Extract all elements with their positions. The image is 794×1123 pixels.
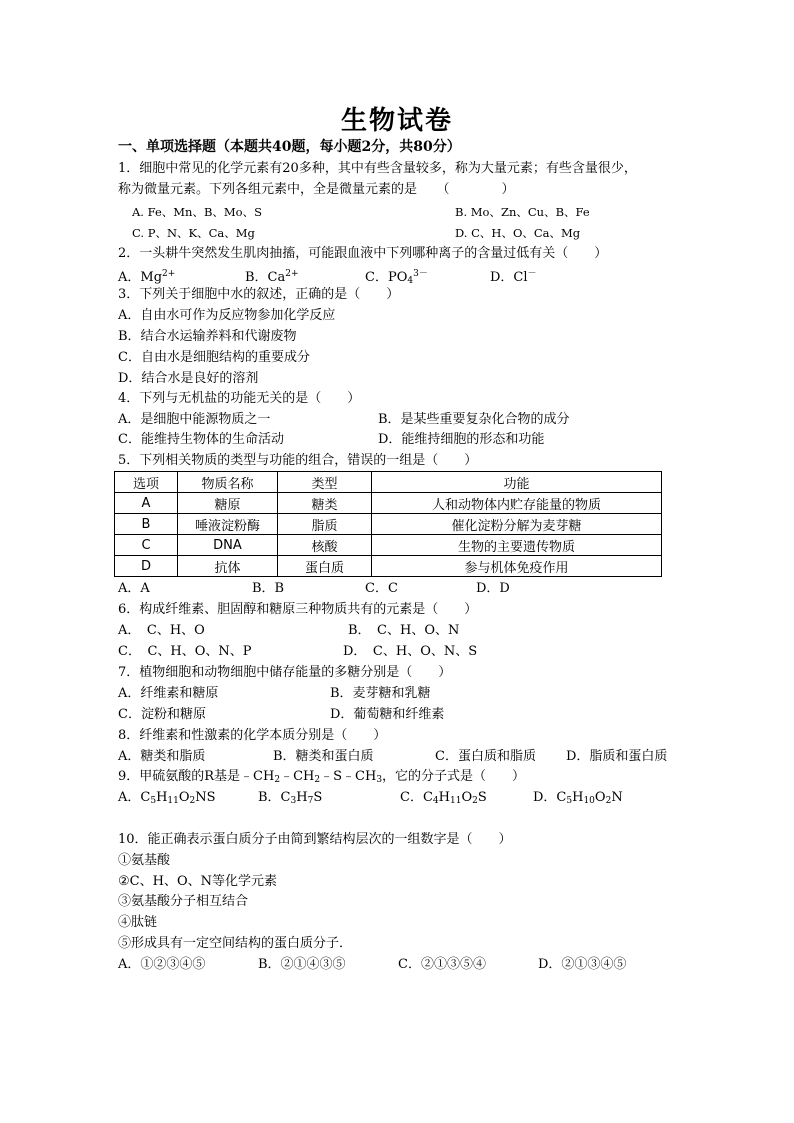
q5-header-cell: 类型 (278, 472, 372, 493)
formula-sub: 2 (189, 796, 196, 806)
q2-c-sub: 4 (407, 276, 414, 286)
q1-stem-line1: 1．细胞中常见的化学元素有20多种，其中有些含量较多，称为大量元素；有些含量很少， (118, 161, 637, 176)
q2-option-d (490, 265, 537, 287)
q4-stem: 4．下列与无机盐的功能无关的是（ ） (118, 391, 361, 406)
q9-option-b (258, 789, 322, 810)
q5-header-cell: 选项 (115, 472, 178, 493)
q3-option-b: B．结合水运输养料和代谢废物 (118, 329, 297, 344)
formula-part: O (461, 790, 473, 805)
table-cell: B (115, 514, 178, 535)
table-cell: 蛋白质 (278, 556, 372, 577)
table-cell: 核酸 (278, 535, 372, 556)
table-row (115, 493, 662, 514)
q1-stem-line2: 称为微量元素。下列各组元素中，全是微量元素的是 （ ） (118, 182, 515, 197)
formula-part: O (594, 790, 606, 805)
formula-part: H (572, 790, 584, 805)
q7-stem: 7．植物细胞和动物细胞中储存能量的多糖分别是（ ） (118, 665, 452, 680)
table-cell: 糖原 (178, 493, 278, 514)
table-cell: 人和动物体内贮存能量的物质 (372, 493, 662, 514)
table-cell: 糖类 (278, 493, 372, 514)
q5-table-header (115, 472, 662, 493)
q9-option-a (118, 789, 216, 810)
q2-stem: 2．一头耕牛突然发生肌肉抽搐，可能跟血液中下列哪种离子的含量过低有关（ ） (118, 246, 608, 261)
formula-part: A．C (118, 790, 151, 805)
formula-part: B．C (258, 790, 291, 805)
q2-c-sup: 3－ (413, 269, 428, 279)
q10-option-b: B．②①④③⑤ (258, 957, 346, 972)
formula-sub: 11 (449, 796, 462, 806)
table-cell: 催化淀粉分解为麦芽糖 (372, 514, 662, 535)
q5-stem: 5．下列相关物质的类型与功能的组合，错误的一组是（ ） (118, 453, 478, 468)
q9-stem-sub: 2 (314, 775, 321, 785)
formula-part: NS (195, 790, 216, 805)
formula-part: O (178, 790, 190, 805)
q1-option-d: D. C、H、O、Ca、Mg (455, 226, 581, 240)
table-cell: 参与机体免疫作用 (372, 556, 662, 577)
q1-option-b: B. Mo、Zn、Cu、B、Fe (455, 205, 590, 219)
q2-c-text: C．PO (365, 270, 408, 285)
q10-item-2: ②C、H、O、N等化学元素 (118, 874, 277, 889)
table-cell: 脂质 (278, 514, 372, 535)
q10-item-5: ⑤形成具有一定空间结构的蛋白质分子． (118, 936, 353, 951)
formula-part: D．C (533, 790, 567, 805)
formula-part: S (313, 790, 323, 805)
q5-option-b: B．B (252, 581, 285, 596)
formula-sub: 7 (307, 796, 314, 806)
q9-stem-sub: 2 (274, 775, 281, 785)
q8-option-a: A．糖类和脂质 (118, 749, 206, 764)
formula-sub: 3 (290, 796, 297, 806)
q5-option-d: D．D (476, 581, 510, 596)
formula-sub: 5 (150, 796, 157, 806)
q6-option-b: B． C、H、O、N (348, 623, 460, 638)
q5-table (114, 471, 662, 577)
table-cell: D (115, 556, 178, 577)
q9-stem-part: ，它的分子式是（ ） (382, 769, 526, 784)
table-row (115, 514, 662, 535)
q10-option-c: C．②①③⑤④ (398, 957, 486, 972)
table-cell: A (115, 493, 178, 514)
q8-option-b: B．糖类和蛋白质 (273, 749, 374, 764)
q7-option-b: B．麦芽糖和乳糖 (330, 686, 431, 701)
q9-stem-part: ﹣S﹣CH (320, 769, 377, 784)
q10-item-3: ③氨基酸分子相互结合 (118, 894, 249, 909)
q10-option-d: D．②①③④⑤ (538, 957, 627, 972)
formula-sub: 4 (432, 796, 439, 806)
q8-stem: 8．纤维素和性激素的化学本质分别是（ ） (118, 728, 387, 743)
q1-option-a: A. Fe、Mn、B、Mo、S (132, 205, 262, 219)
q3-option-d: D．结合水是良好的溶剂 (118, 371, 259, 386)
q10-item-1: ①氨基酸 (118, 853, 171, 868)
q2-option-b (245, 265, 299, 287)
q10-item-4: ④肽链 (118, 915, 158, 930)
q6-option-a: A． C、H、O (118, 623, 205, 638)
section-heading: 一、单项选择题（本题共40题，每小题2分，共80分） (118, 139, 461, 155)
table-row (115, 556, 662, 577)
q9-stem-part: 9．甲硫氨酸的R基是﹣CH (118, 769, 275, 784)
formula-part: H (438, 790, 450, 805)
q6-option-c: C． C、H、O、N、P (118, 644, 252, 659)
formula-sub: 2 (605, 796, 612, 806)
q5-option-c: C．C (365, 581, 398, 596)
q4-option-d: D．能维持细胞的形态和功能 (378, 432, 545, 447)
table-cell: C (115, 535, 178, 556)
q7-option-c: C．淀粉和糖原 (118, 707, 206, 722)
q4-option-c: C．能维持生物体的生命活动 (118, 432, 284, 447)
formula-sub: 2 (472, 796, 478, 806)
q4-option-a: A．是细胞中能源物质之一 (118, 412, 271, 427)
q9-option-c (400, 789, 487, 810)
q2-d-sup: － (527, 269, 537, 279)
page-title: 生物试卷 (340, 106, 453, 136)
table-cell: 唾液淀粉酶 (178, 514, 278, 535)
table-cell: 生物的主要遗传物质 (372, 535, 662, 556)
q3-option-c: C．自由水是细胞结构的重要成分 (118, 350, 310, 365)
q10-option-a: A．①②③④⑤ (118, 957, 206, 972)
q8-option-d: D．脂质和蛋白质 (566, 749, 668, 764)
formula-sub: 10 (583, 796, 595, 806)
q7-option-d: D．葡萄糖和纤维素 (330, 707, 445, 722)
q4-option-b: B．是某些重要复杂化合物的成分 (378, 412, 570, 427)
formula-part: H (156, 790, 168, 805)
q6-stem: 6．构成纤维素、胆固醇和糖原三种物质共有的元素是（ ） (118, 602, 478, 617)
q2-a-sup: 2+ (162, 269, 176, 279)
formula-part: S (477, 790, 487, 805)
q2-option-a (118, 265, 175, 287)
q9-stem-sub: 3 (376, 775, 383, 785)
q9-stem-part: ﹣CH (280, 769, 315, 784)
formula-sub: 5 (566, 796, 573, 806)
q2-a-text: A．Mg (118, 270, 163, 285)
q5-option-a: A．A (118, 581, 150, 596)
formula-part: N (611, 790, 623, 805)
table-row (115, 535, 662, 556)
q1-option-c: C. P、N、K、Ca、Mg (132, 226, 255, 240)
q3-option-a: A．自由水可作为反应物参加化学反应 (118, 308, 336, 323)
formula-part: H (296, 790, 308, 805)
q2-b-sup: 2+ (285, 269, 299, 279)
q9-option-d (533, 789, 623, 810)
q2-b-text: B．Ca (245, 270, 286, 285)
q6-option-d: D． C、H、O、N、S (343, 644, 478, 659)
formula-sub: 11 (167, 796, 179, 806)
q5-header-cell: 物质名称 (178, 472, 278, 493)
q10-stem: 10．能正确表示蛋白质分子由简到繁结构层次的一组数字是（ ） (118, 832, 512, 847)
table-cell: 抗体 (178, 556, 278, 577)
q2-d-text: D．Cl (490, 270, 528, 285)
q5-header-cell: 功能 (372, 472, 662, 493)
q3-stem: 3．下列关于细胞中水的叙述，正确的是（ ） (118, 287, 400, 302)
q8-option-c: C．蛋白质和脂质 (435, 749, 536, 764)
q9-stem (118, 768, 525, 789)
q7-option-a: A．纤维素和糖原 (118, 686, 219, 701)
table-cell: DNA (178, 535, 278, 556)
formula-part: C．C (400, 790, 433, 805)
